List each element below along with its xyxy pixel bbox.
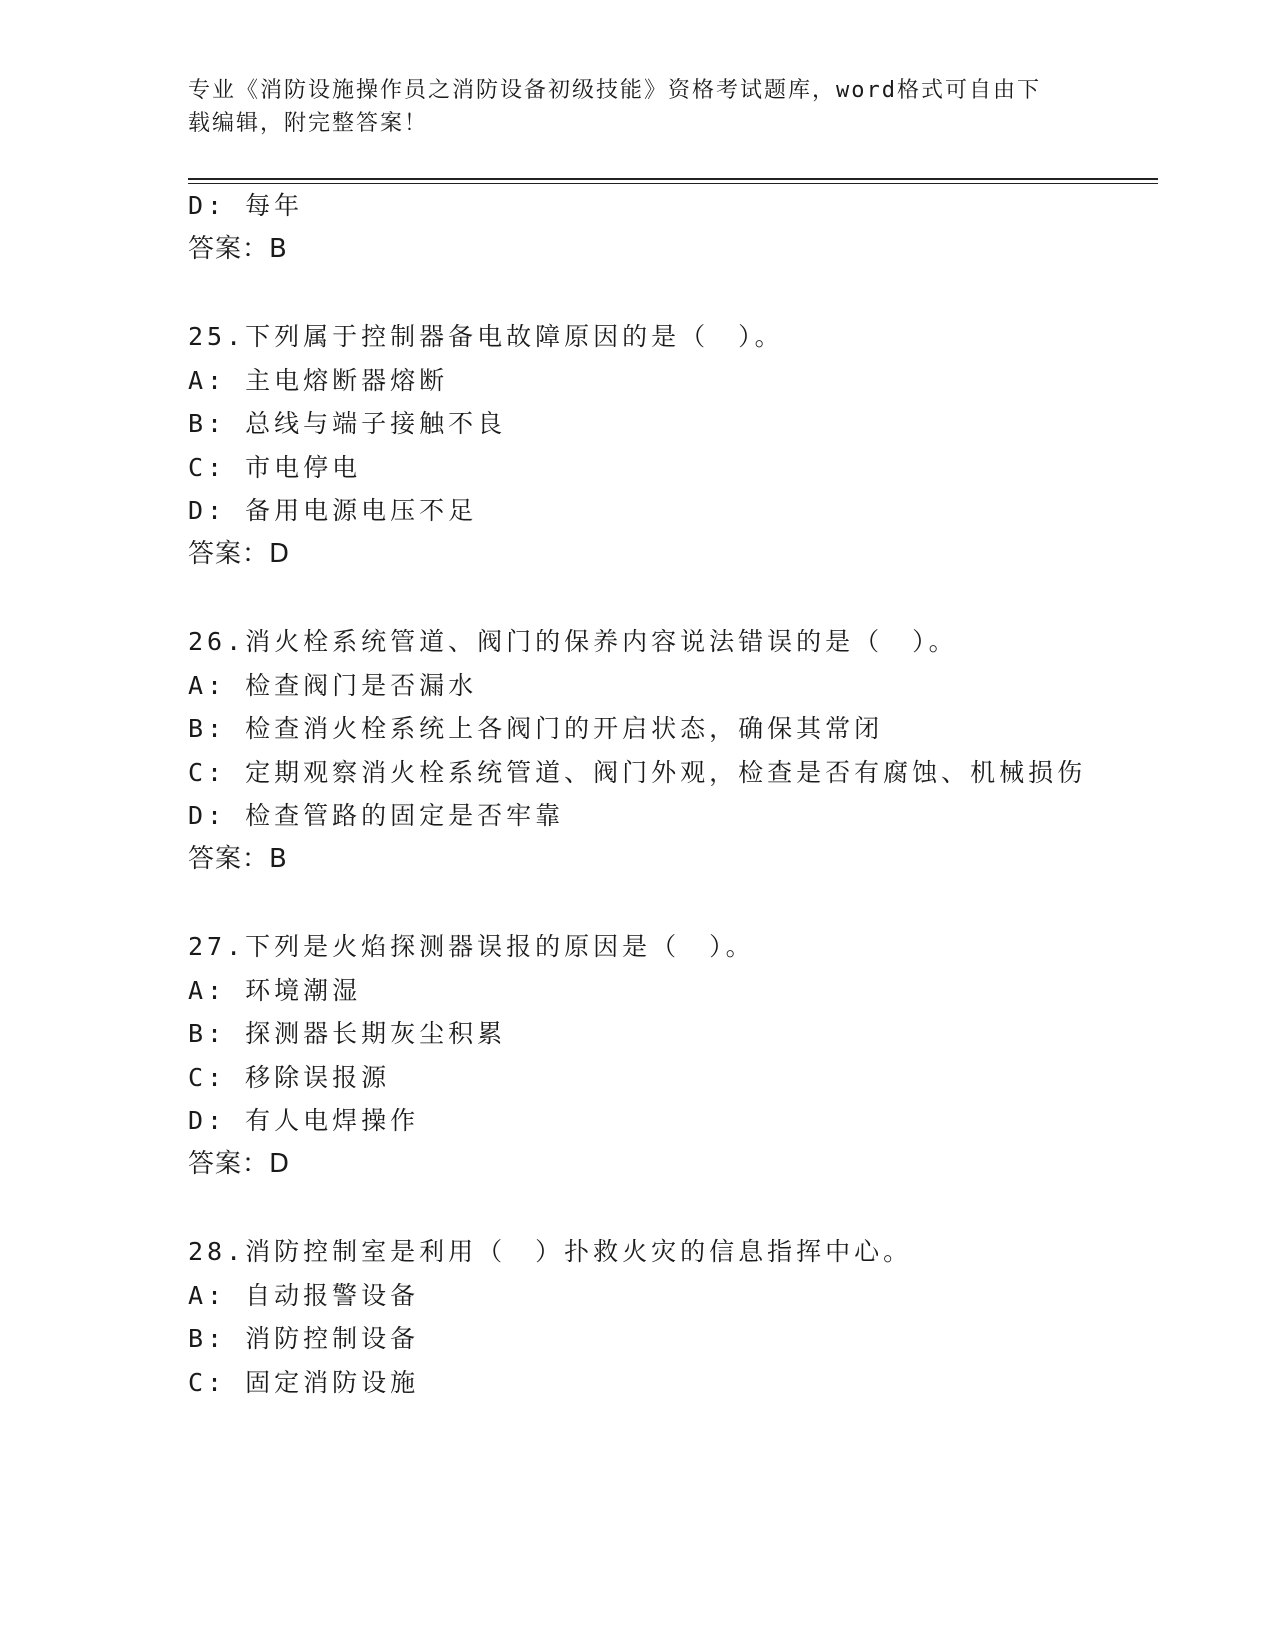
option-b: B: 检查消火栓系统上各阀门的开启状态，确保其常闭 <box>188 714 884 743</box>
option-c: C: 市电停电 <box>188 453 362 482</box>
option-c: C: 固定消防设施 <box>188 1368 420 1397</box>
option-c: C: 定期观察消火栓系统管道、阀门外观，检查是否有腐蚀、机械损伤 <box>188 758 1087 787</box>
option-d: D: 检查管路的固定是否牢靠 <box>188 801 565 830</box>
option-b: B: 消防控制设备 <box>188 1324 420 1353</box>
option-d: D: 有人电焊操作 <box>188 1106 420 1135</box>
option-b: B: 探测器长期灰尘积累 <box>188 1019 507 1048</box>
option-c: C: 移除误报源 <box>188 1063 391 1092</box>
question-stem: 27.下列是火焰探测器误报的原因是（ ）。 <box>188 932 755 961</box>
option-a: A: 自动报警设备 <box>188 1281 420 1310</box>
option-d: D: 每年 <box>188 191 304 220</box>
option-a: A: 检查阀门是否漏水 <box>188 671 478 700</box>
question-stem: 26.消火栓系统管道、阀门的保养内容说法错误的是（ ）。 <box>188 627 958 656</box>
answer-line: 答案：D <box>188 1149 291 1179</box>
option-a: A: 环境潮湿 <box>188 976 362 1005</box>
document-header <box>188 74 1088 140</box>
answer-line: 答案：B <box>188 234 288 264</box>
answer-line: 答案：D <box>188 539 291 569</box>
header-line-1: 专业《消防设施操作员之消防设备初级技能》资格考试题库，word格式可自由下 <box>188 78 1041 103</box>
question-stem: 25.下列属于控制器备电故障原因的是（ ）。 <box>188 322 784 351</box>
header-line-2: 载编辑，附完整答案！ <box>188 111 429 136</box>
header-divider-thin <box>188 183 1158 184</box>
answer-line: 答案：B <box>188 844 288 874</box>
option-d: D: 备用电源电压不足 <box>188 496 478 525</box>
header-divider <box>188 178 1158 180</box>
option-a: A: 主电熔断器熔断 <box>188 366 449 395</box>
option-b: B: 总线与端子接触不良 <box>188 409 507 438</box>
question-stem: 28.消防控制室是利用（ ）扑救火灾的信息指挥中心。 <box>188 1237 913 1266</box>
